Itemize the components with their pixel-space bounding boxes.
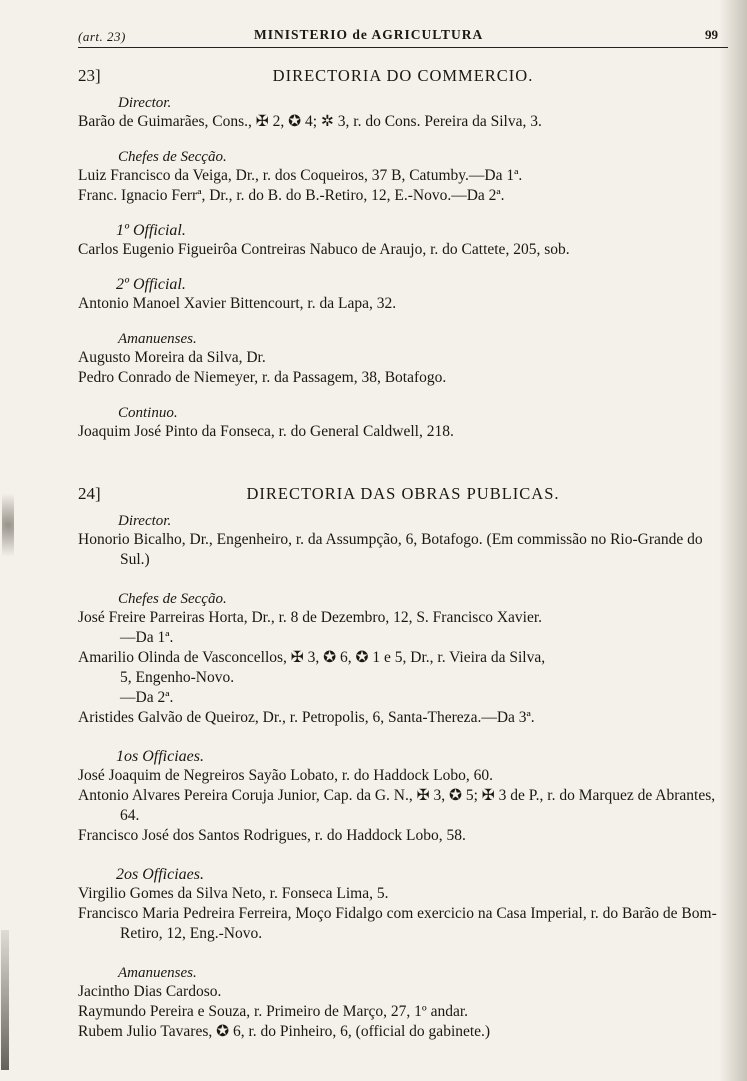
directory-entry: Antonio Alvares Pereira Coruja Junior, Cap. da G. N., ✠ 3, ✪ 5; ✠ 3 de P., r. do Marquez de Abrantes, 64.	[78, 787, 716, 824]
section-heading	[78, 60, 728, 90]
directory-entry: Virgilio Gomes da Silva Neto, r. Fonseca Lima, 5.	[78, 885, 389, 902]
directory-entry: José Joaquim de Negreiros Sayão Lobato, r. do Haddock Lobo, 60.	[78, 767, 493, 784]
directory-entry: Honorio Bicalho, Dr., Engenheiro, r. da Assumpção, 6, Botafogo. (Em commissão no Rio-Grande do Sul.)	[78, 531, 703, 568]
role-label: Chefes de Secção.	[118, 149, 227, 165]
role-label: 2º Official.	[116, 276, 186, 293]
directory-entry-continuation: 5, Engenho-Novo.	[120, 669, 235, 686]
directory-entry-continuation: —Da 2ª.	[120, 689, 174, 706]
section-heading	[78, 478, 728, 508]
directory-entry: José Freire Parreiras Horta, Dr., r. 8 de Dezembro, 12, S. Francisco Xavier.	[78, 609, 543, 626]
directory-entry: Francisco José dos Santos Rodrigues, r. do Haddock Lobo, 58.	[78, 827, 466, 844]
section-title: DIRECTORIA DAS OBRAS PUBLICAS.	[246, 484, 560, 503]
directory-entry: Franc. Ignacio Ferrª, Dr., r. do B. do B.-Retiro, 12, E.-Novo.—Da 2ª.	[78, 187, 505, 204]
directory-entry: Joaquim José Pinto da Fonseca, r. do General Caldwell, 218.	[78, 423, 454, 440]
role-label: Amanuenses.	[118, 965, 197, 981]
directory-entry: Barão de Guimarães, Cons., ✠ 2, ✪ 4; ✲ 3, r. do Cons. Pereira da Silva, 3.	[78, 113, 542, 130]
header-article: (art. 23)	[78, 29, 126, 44]
section-number: 24]	[78, 484, 101, 503]
binding-mark	[2, 480, 14, 570]
directory-entry: Augusto Moreira da Silva, Dr.	[78, 349, 266, 366]
section-number: 23]	[78, 66, 101, 85]
role-label: Director.	[118, 95, 172, 111]
directory-entry: Carlos Eugenio Figueirôa Contreiras Nabuco de Araujo, r. do Cattete, 205, sob.	[78, 241, 570, 258]
directory-entry: Luiz Francisco da Veiga, Dr., r. dos Coqueiros, 37 B, Catumby.—Da 1ª.	[78, 167, 523, 184]
role-label: 1os Officiaes.	[116, 748, 204, 765]
page-number: 99	[705, 27, 718, 42]
directory-entry: Francisco Maria Pedreira Ferreira, Moço Fidalgo com exercicio na Casa Imperial, r. do Barão de Bom-Retiro, 12, Eng.-Novo.	[78, 905, 717, 942]
directory-entry: Jacintho Dias Cardoso.	[78, 983, 222, 1000]
directory-entry: Raymundo Pereira e Souza, r. Primeiro de Março, 27, 1º andar.	[78, 1003, 469, 1020]
role-label: Continuo.	[118, 405, 178, 421]
directory-entry: Pedro Conrado de Niemeyer, r. da Passagem, 38, Botafogo.	[78, 369, 447, 386]
directory-entry: Antonio Manoel Xavier Bittencourt, r. da Lapa, 32.	[78, 295, 397, 312]
binding-mark-lower	[1, 930, 9, 1070]
role-label: 1º Official.	[116, 222, 186, 239]
directory-entry: Rubem Julio Tavares, ✪ 6, r. do Pinheiro, 6, (official do gabinete.)	[78, 1023, 491, 1040]
role-label: Amanuenses.	[118, 331, 197, 347]
running-header	[78, 26, 718, 48]
directory-entry: Aristides Galvão de Queiroz, Dr., r. Petropolis, 6, Santa-Thereza.—Da 3ª.	[78, 709, 535, 726]
directory-entry-continuation: —Da 1ª.	[120, 629, 174, 646]
role-label: Director.	[118, 513, 172, 529]
role-label: 2os Officiaes.	[116, 866, 204, 883]
role-label: Chefes de Secção.	[118, 591, 227, 607]
content	[78, 60, 728, 1042]
directory-entry: Amarilio Olinda de Vasconcellos, ✠ 3, ✪ 6, ✪ 1 e 5, Dr., r. Vieira da Silva,	[78, 649, 546, 666]
header-rule	[78, 47, 728, 48]
header-ministry: MINISTERIO de AGRICULTURA	[254, 27, 484, 42]
section-title: DIRECTORIA DO COMMERCIO.	[272, 66, 534, 85]
